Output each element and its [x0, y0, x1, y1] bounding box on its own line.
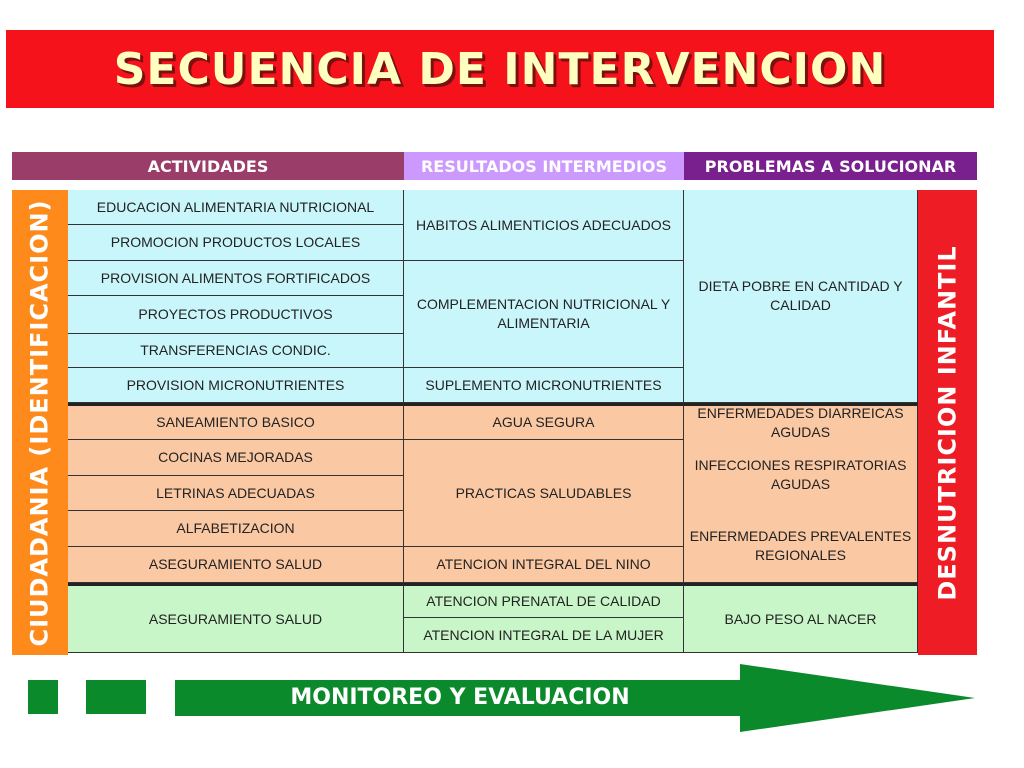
problem-cell: INFECCIONES RESPIRATORIAS AGUDAS: [684, 440, 918, 510]
left-vertical-label: CIUDADANIA (IDENTIFICACION): [26, 198, 54, 647]
header-problemas: PROBLEMAS A SOLUCIONAR: [684, 152, 977, 180]
activity-cell: PROVISION MICRONUTRIENTES: [68, 368, 404, 403]
result-cell: ATENCION INTEGRAL DE LA MUJER: [404, 618, 684, 653]
activity-cell: ASEGURAMIENTO SALUD: [68, 583, 404, 653]
monitoring-label: MONITOREO Y EVALUACION: [290, 684, 630, 710]
result-cell: COMPLEMENTACION NUTRICIONAL Y ALIMENTARIA: [404, 261, 684, 368]
monitoring-arrow-area: [0, 660, 1024, 740]
result-cell: HABITOS ALIMENTICIOS ADECUADOS: [404, 190, 684, 261]
activity-cell: TRANSFERENCIAS CONDIC.: [68, 334, 404, 368]
problem-cell: BAJO PESO AL NACER: [684, 583, 918, 653]
result-cell: ATENCION INTEGRAL DEL NINO: [404, 547, 684, 583]
title-banner: [6, 30, 994, 108]
header-resultados: RESULTADOS INTERMEDIOS: [404, 152, 684, 180]
page-title: SECUENCIA DE INTERVENCION: [113, 43, 887, 95]
green-square: [86, 680, 146, 714]
header-actividades: ACTIVIDADES: [12, 152, 404, 180]
right-vertical-bar: [918, 190, 977, 655]
activity-cell: PROMOCION PRODUCTOS LOCALES: [68, 225, 404, 261]
result-cell: AGUA SEGURA: [404, 403, 684, 440]
green-square: [28, 680, 58, 714]
activity-cell: PROYECTOS PRODUCTIVOS: [68, 296, 404, 334]
activity-cell: LETRINAS ADECUADAS: [68, 476, 404, 511]
activity-cell: ALFABETIZACION: [68, 511, 404, 547]
result-cell: ATENCION PRENATAL DE CALIDAD: [404, 583, 684, 618]
problem-cell: ENFERMEDADES DIARREICAS AGUDAS: [684, 403, 918, 440]
activity-cell: EDUCACION ALIMENTARIA NUTRICIONAL: [68, 190, 404, 225]
problem-cell: ENFERMEDADES PREVALENTES REGIONALES: [684, 510, 918, 583]
activity-cell: PROVISION ALIMENTOS FORTIFICADOS: [68, 261, 404, 296]
problem-cell: DIETA POBRE EN CANTIDAD Y CALIDAD: [684, 190, 918, 403]
activity-cell: ASEGURAMIENTO SALUD: [68, 547, 404, 583]
result-cell: PRACTICAS SALUDABLES: [404, 440, 684, 547]
activity-cell: SANEAMIENTO BASICO: [68, 403, 404, 440]
left-vertical-bar: [12, 190, 68, 655]
result-cell: SUPLEMENTO MICRONUTRIENTES: [404, 368, 684, 403]
right-vertical-label: DESNUTRICION INFANTIL: [933, 244, 962, 601]
activity-cell: COCINAS MEJORADAS: [68, 440, 404, 476]
